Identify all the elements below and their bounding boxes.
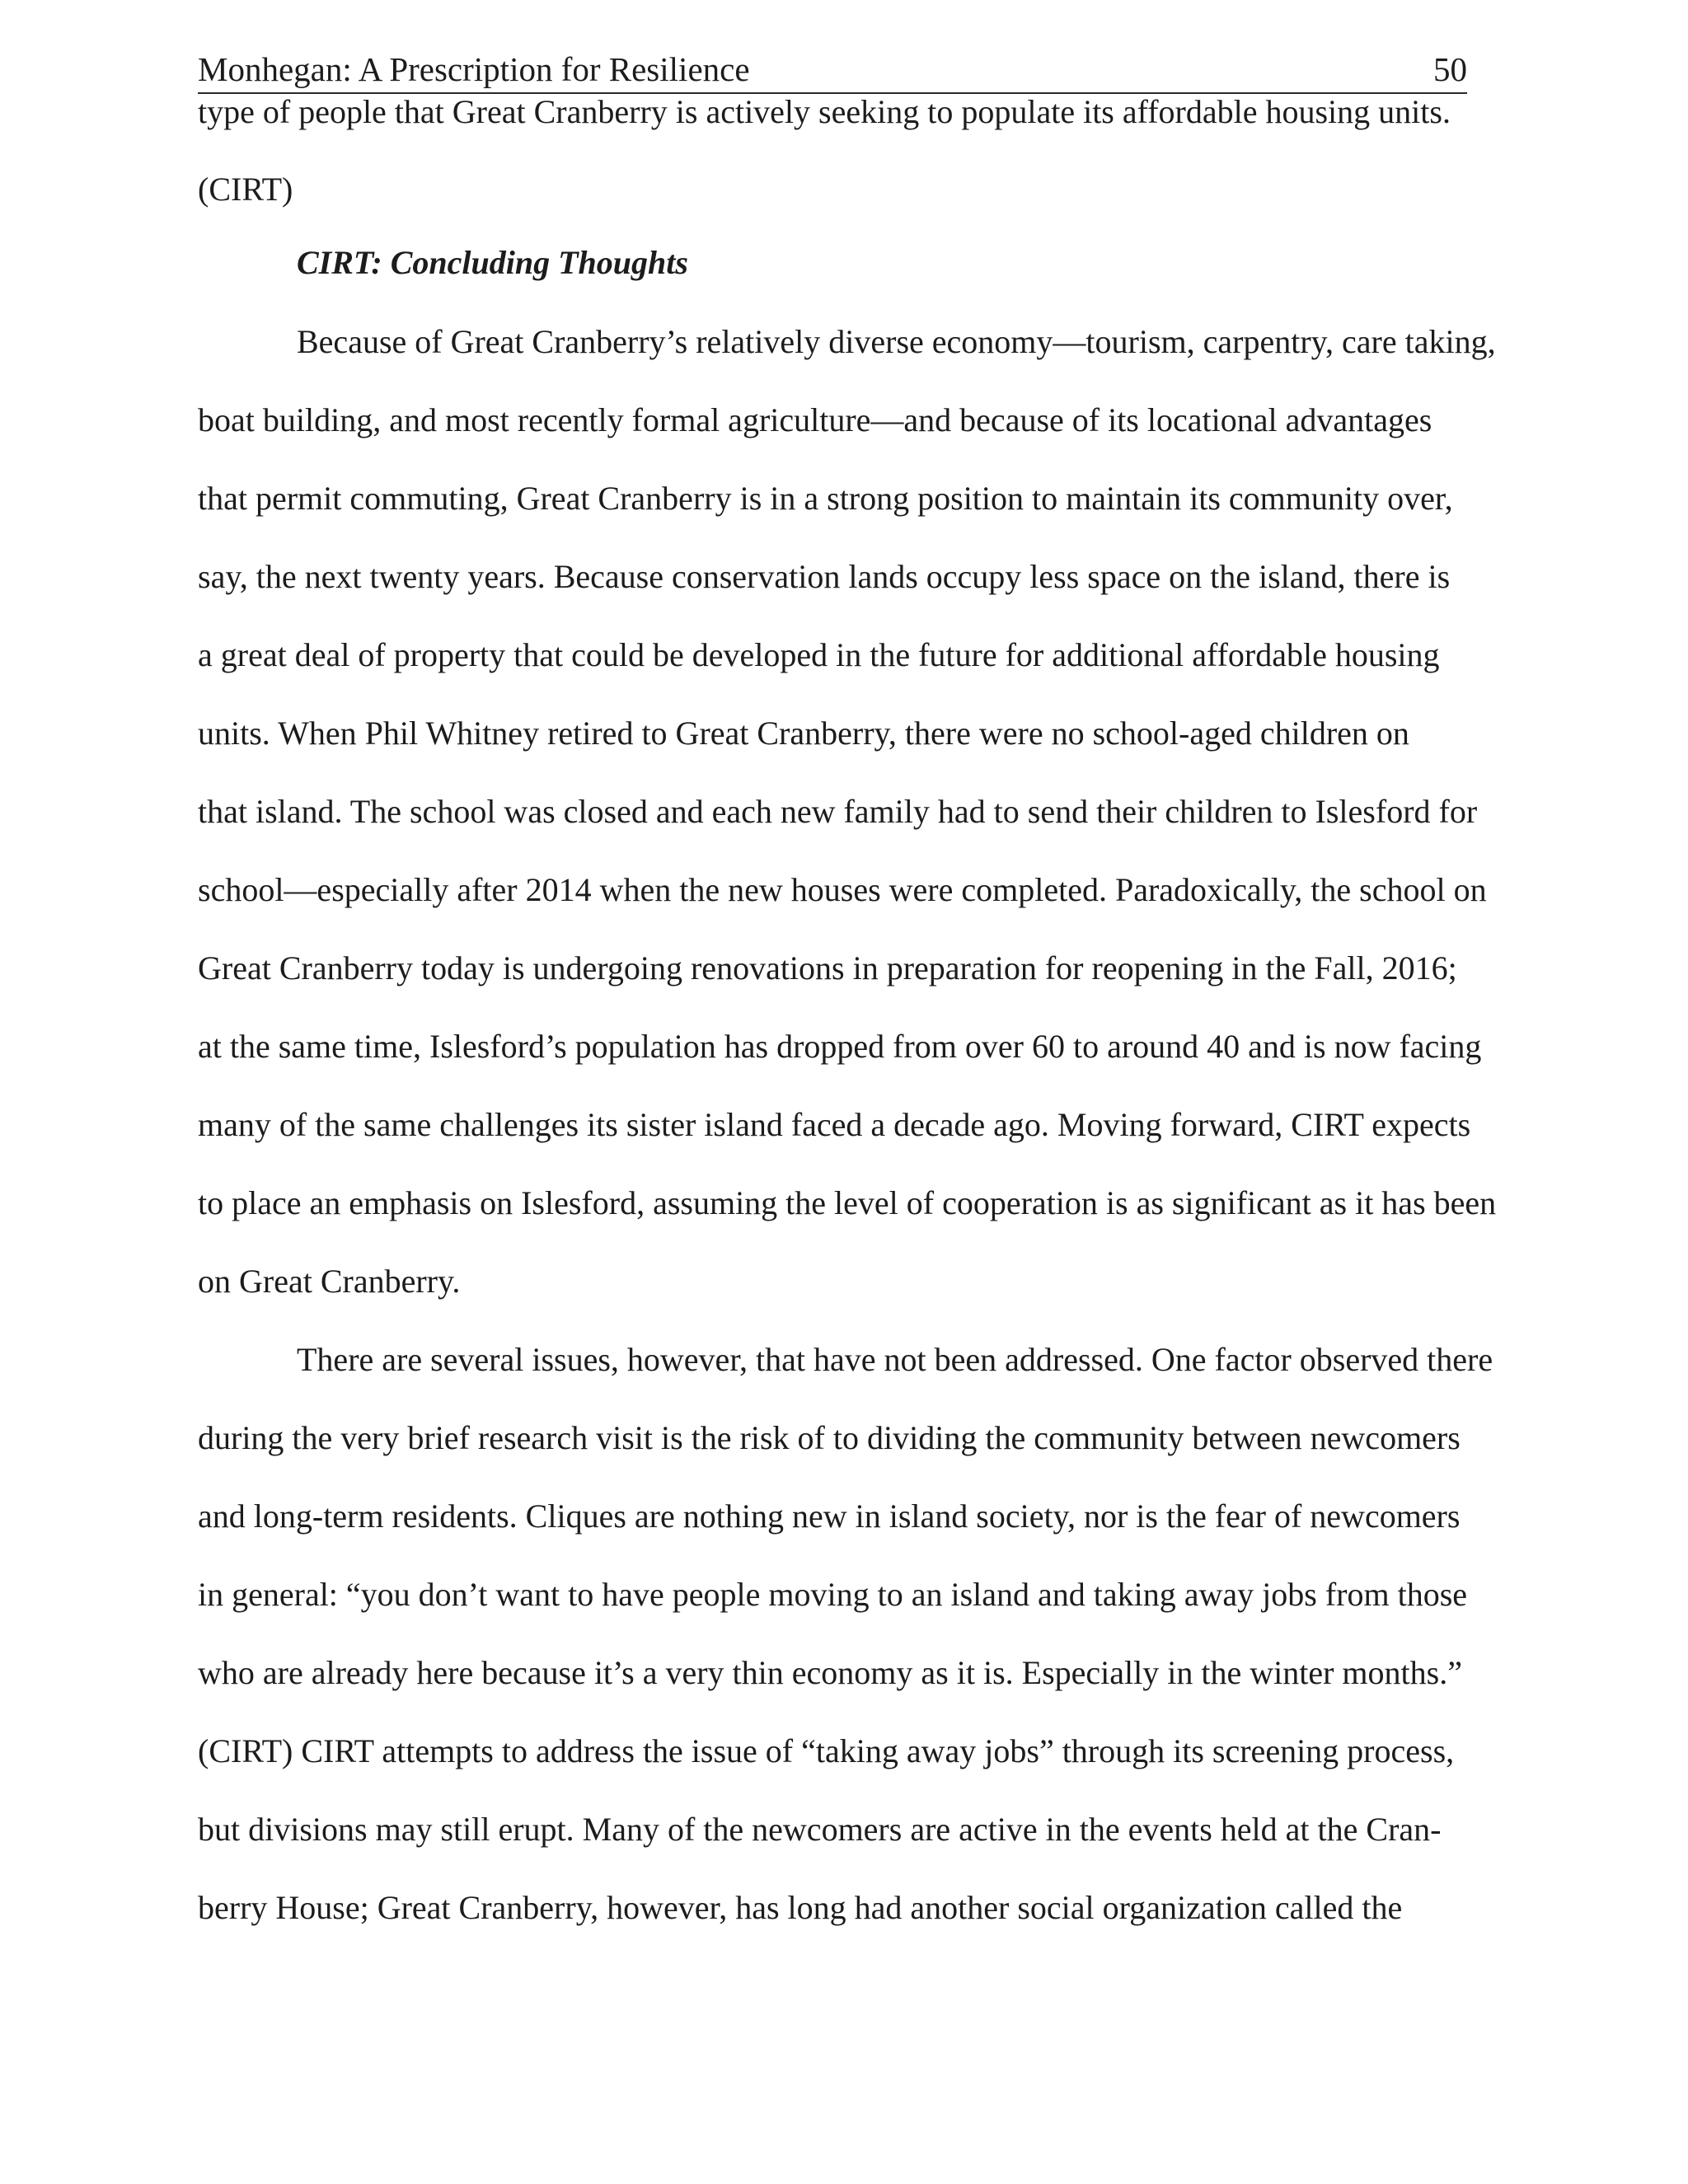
paragraph-line: There are several issues, however, that have not been addressed. One factor observed there	[297, 1341, 1493, 1378]
paragraph-line: boat building, and most recently formal agriculture—and because of its locational advantages	[198, 401, 1432, 438]
paragraph-line: on Great Cranberry.	[198, 1263, 461, 1300]
header-title: Monhegan: A Prescription for Resilience	[198, 50, 750, 88]
paragraph-line: but divisions may still erupt. Many of the newcomers are active in the events held at the Cran-	[198, 1811, 1442, 1848]
paragraph-line: to place an emphasis on Islesford, assuming the level of cooperation is as significant as it has been	[198, 1184, 1497, 1221]
paragraph-line: at the same time, Islesford’s population has dropped from over 60 to around 40 and is now facing	[198, 1028, 1482, 1065]
body-line: (CIRT)	[198, 171, 293, 208]
paragraph-line: and long-term residents. Cliques are nothing new in island society, nor is the fear of newcomers	[198, 1497, 1461, 1535]
paragraph-line: berry House; Great Cranberry, however, has long had another social organization called the	[198, 1889, 1403, 1926]
running-header	[198, 48, 1467, 94]
paragraph-line: units. When Phil Whitney retired to Great Cranberry, there were no school-aged children on	[198, 715, 1409, 752]
body-line: type of people that Great Cranberry is actively seeking to populate its affordable housing units.	[198, 93, 1451, 130]
paragraph-line: in general: “you don’t want to have people moving to an island and taking away jobs from those	[198, 1576, 1468, 1613]
paragraph-line: that island. The school was closed and each new family had to send their children to Islesford for	[198, 793, 1478, 830]
paragraph-line: school—especially after 2014 when the new houses were completed. Paradoxically, the school on	[198, 871, 1487, 908]
paragraph-line: who are already here because it’s a very thin economy as it is. Especially in the winter months.”	[198, 1654, 1462, 1691]
paragraph-line: many of the same challenges its sister island faced a decade ago. Moving forward, CIRT expects	[198, 1106, 1471, 1143]
section-heading: CIRT: Concluding Thoughts	[297, 244, 688, 281]
paragraph-line: Great Cranberry today is undergoing renovations in preparation for reopening in the Fall, 2016;	[198, 949, 1457, 987]
page-number: 50	[1433, 50, 1467, 88]
paragraph-line: say, the next twenty years. Because conservation lands occupy less space on the island, there is	[198, 558, 1451, 595]
paragraph-line: a great deal of property that could be developed in the future for additional affordable housing	[198, 636, 1440, 673]
paragraph-line: (CIRT) CIRT attempts to address the issue of “taking away jobs” through its screening process,	[198, 1732, 1455, 1769]
paragraph-line: during the very brief research visit is the risk of to dividing the community between newcomers	[198, 1419, 1461, 1456]
paragraph-line: Because of Great Cranberry’s relatively diverse economy—tourism, carpentry, care taking,	[297, 323, 1496, 360]
paragraph-line: that permit commuting, Great Cranberry is in a strong position to maintain its community over,	[198, 480, 1453, 517]
